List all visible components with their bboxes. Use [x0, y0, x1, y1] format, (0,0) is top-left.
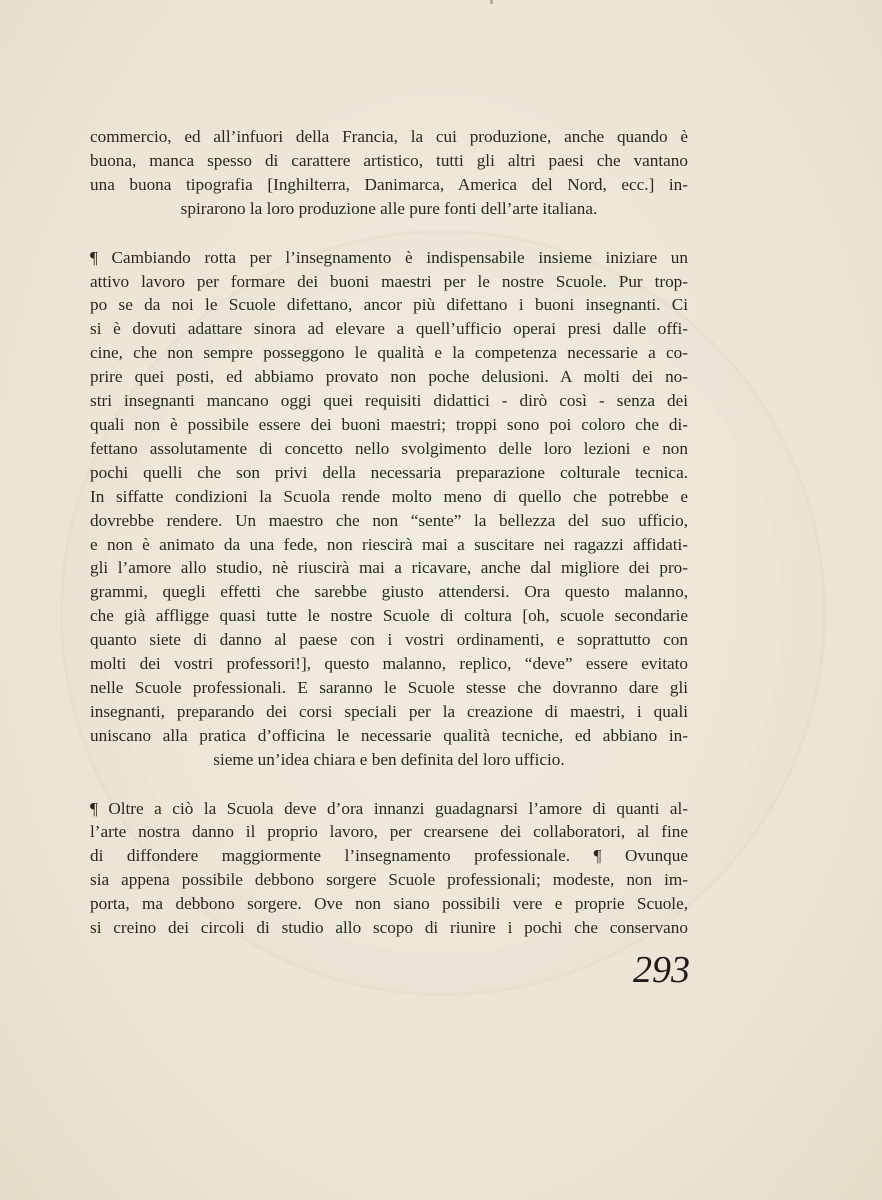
text-line: sieme un’idea chiara e ben definita del loro ufficio.: [213, 749, 565, 769]
text-line: po se da noi le Scuole difettano, ancor più difettano i buoni insegnanti. Ci: [90, 295, 688, 315]
paragraph-gap: [90, 221, 688, 246]
text-line: molti dei vostri professori!], questo malanno, replico, “deve” essere evitato: [90, 654, 688, 674]
paragraph: [90, 125, 688, 221]
text-line: ¶ Oltre a ciò la Scuola deve d’ora innanzi guadagnarsi l’amore di quanti al-: [90, 798, 688, 818]
text-line: nelle Scuole professionali. E saranno le Scuole stesse che dovranno dare gli: [90, 677, 688, 697]
text-line: commercio, ed all’infuori della Francia, la cui produzione, anche quando è: [90, 127, 688, 146]
text-line: ¶ Cambiando rotta per l’insegnamento è indispensabile insieme iniziare un: [90, 247, 688, 267]
text-line: fettano assolutamente di concetto nello svolgimento delle loro lezioni e non: [90, 438, 688, 458]
text-line: In siffatte condizioni la Scuola rende molto meno di quello che potrebbe e: [90, 486, 688, 506]
text-line: buona, manca spesso di carattere artistico, tutti gli altri paesi che vantano: [90, 150, 688, 170]
text-line: attivo lavoro per formare dei buoni maestri per le nostre Scuole. Pur trop-: [90, 271, 688, 291]
text-line: quali non è possibile essere dei buoni maestri; troppi sono poi coloro che di-: [90, 414, 688, 434]
text-line: grammi, quegli effetti che sarebbe giusto attendersi. Ora questo malanno,: [90, 582, 688, 602]
paragraph-gap: [90, 772, 688, 797]
text-line: porta, ma debbono sorgere. Ove non siano possibili vere e proprie Scuole,: [90, 894, 688, 914]
text-line: prire quei posti, ed abbiamo provato non poche delusioni. A molti dei no-: [90, 367, 688, 387]
text-line: gli l’amore allo studio, nè riuscirà mai a ricavare, anche dal migliore dei pro-: [90, 558, 688, 578]
text-line: dovrebbe rendere. Un maestro che non “sente” la bellezza del suo ufficio,: [90, 510, 688, 530]
paragraph: [90, 246, 688, 772]
paragraph: [90, 797, 688, 940]
text-line: si creino dei circoli di studio allo scopo di riunire i pochi che conservano: [90, 918, 688, 938]
text-line: spirarono la loro produzione alle pure fonti dell’arte italiana.: [180, 198, 598, 218]
text-line: sia appena possibile debbono sorgere Scuole professionali; modeste, non im-: [90, 870, 688, 890]
top-edge-mark: [490, 0, 493, 4]
text-line: che già affligge quasi tutte le nostre Scuole di coltura [oh, scuole secondarie: [90, 606, 688, 626]
body-text: [90, 125, 688, 940]
text-line: pochi quelli che son privi della necessaria preparazione colturale tecnica.: [90, 462, 688, 482]
text-line: di diffondere maggiormente l’insegnamento professionale. ¶ Ovunque: [90, 846, 688, 866]
text-line: quanto siete di danno al paese con i vostri ordinamenti, e soprattutto con: [90, 630, 688, 650]
text-line: una buona tipografia [Inghilterra, Danimarca, America del Nord, ecc.] in-: [90, 174, 688, 194]
text-line: uniscano alla pratica d’officina le necessarie qualità tecniche, ed abbiano in-: [90, 725, 688, 745]
text-line: si è dovuti adattare sinora ad elevare a quell’ufficio operai presi dalle offi-: [90, 319, 688, 339]
text-line: e non è animato da una fede, non riescirà mai a suscitare nei ragazzi affidati-: [90, 534, 688, 554]
text-line: cine, che non sempre posseggono le qualità e la competenza necessarie a co-: [90, 343, 688, 363]
page-number: 293: [633, 949, 690, 991]
text-line: l’arte nostra danno il proprio lavoro, per crearsene dei collaboratori, al fine: [90, 822, 688, 842]
text-line: stri insegnanti mancano oggi quei requisiti didattici - dirò così - senza dei: [90, 391, 688, 411]
text-line: insegnanti, preparando dei corsi speciali per la creazione di maestri, i quali: [90, 701, 688, 721]
